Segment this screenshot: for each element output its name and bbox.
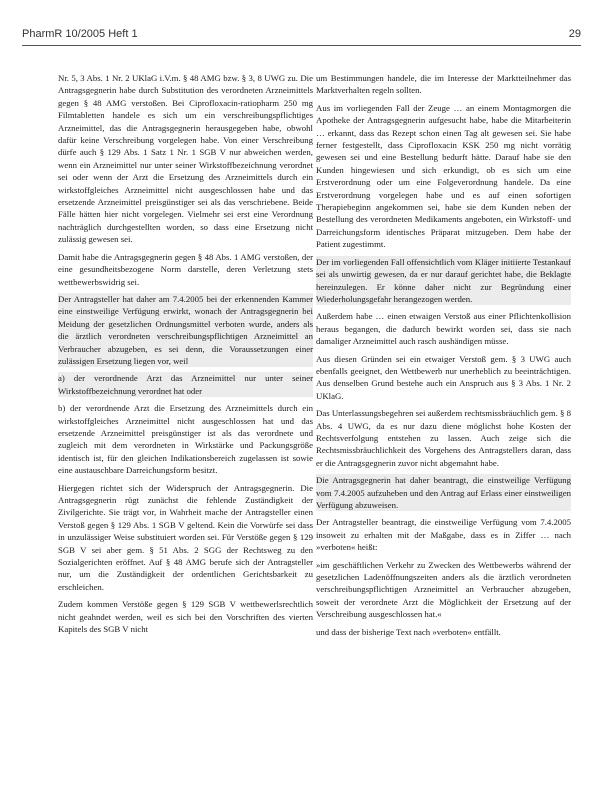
paragraph: Damit habe die Antragsgegnerin gegen § 48 Abs. 1 AMG verstoßen, der eine gesundheitsbezogene Norm darstelle, deren Verletzung stets wettbewerbswidrig sei.	[58, 251, 313, 287]
paragraph: Außerdem habe … einen etwaigen Verstoß aus einer Pflichtenkollision heraus begangen, die dadurch bewirkt worden sei, dass sie nach damaliger Arzneimittel auch rasch aushändigen müsse.	[316, 311, 571, 347]
header-rule	[22, 45, 581, 46]
paragraph: Zudem kommen Verstöße gegen § 129 SGB V wettbewerlsrechtlich nicht geahndet werden, weil es sich bei den Vorschriften des vierten Kapitels des SGB V nicht	[58, 599, 313, 635]
paragraph: um Bestimmungen handele, die im Interesse der Marktteilnehmer das Marktverhalten regeln sollten.	[316, 73, 571, 96]
paragraph: Die Antragsgegnerin hat daher beantragt, die einstweilige Verfügung vom 7.4.2005 aufzuheben und den Antrag auf Erlass einer einstweiligen Verfügung abzuweisen.	[316, 475, 571, 510]
paragraph: Aus im vorliegenden Fall der Zeuge … an einem Montagmorgen die Apotheke der Antragsgegnerin aufgesucht habe, habe die Mitarbeiterin … erkannt, dass das Rezept schon einen Tag alt gewesen sei. Sie habe ferner festgestellt, dass Ciprofloxacin KSK 250 mg nicht vorrätig gewesen sei und eine Bestellung bedurft hätte. Darauf habe sie den Kunden hingewiesen und sich erkundigt, ob es sich um eine Erstverordnung oder um eine Folgeverordnung handele. Da eine Erstverordnung vorgelegen habe und es auf einen sofortigen Therapiebeginn angekommen sei, habe sie dem Kunden neben der Bestellung des verordneten Medikaments angeboten, ein Wirkstoff- und Darreichungsform identisches Präparat mitzugeben. Dem habe der Patient zugestimmt.	[316, 102, 571, 250]
paragraph: b) der verordnende Arzt die Ersetzung des Arzneimittels durch ein wirkstoffgleiches Arzneimittel nicht ausgeschlossen hat und das ersetzende Arzneimittel preisgünstiger ist als das verordnete und zugleich mit dem verordneten in Wirkstärke und Packungsgröße identisch ist, für den gleichen Indikationsbereich zugelassen ist sowie eine austauschbare Darreichungsform besitzt.	[58, 403, 313, 476]
right-column	[316, 72, 571, 643]
paragraph: Nr. 5, 3 Abs. 1 Nr. 2 UKlaG i.V.m. § 48 AMG bzw. § 3, 8 UWG zu. Die Antragsgegnerin habe durch Substitution des verordneten Arzneimittels gegen § 48 AMG verstoßen. Bei Ciprofloxacin-ratiopharm 250 mg Filmtabletten handele es sich um ein verschreibungspflichtiges Arzneimittel, das die Antragsgegnerin herausgegeben habe, obwohl dafür keine Verschreibung vorgelegen habe. Von einer Verschreibung dürfe auch § 129 Abs. 1 Satz 1 Nr. 1 SGB V nur abweichen werden, wenn ein Arzneimittel nur unter seiner Wirkstoffbezeichnung verordnet sei oder wenn der Arzt die Ersetzung des Arzneimittels durch ein wirkstoffgleiches Arzneimittel nicht ausgeschlossen habe und das ersetzende Arzneimittel preisgünstiger sei als das verschriebene. Beide Fälle hätten hier nicht vorgelegen. Vielmehr sei erst eine Verordnung nachträglich durchgestellten worden, so dass eine Ersetzung nicht zulässig gewesen sei.	[58, 73, 313, 245]
paragraph: Der im vorliegenden Fall offensichtlich vom Kläger initiierte Testankauf sei als unwirtig gewesen, da er nur darauf gerichtet habe, die Beklagte hereinzulegen. Er könne daher nicht zur Begründung einer Wiederholungsgefahr herangezogen werden.	[316, 256, 571, 304]
page-number: 29	[568, 28, 581, 40]
paragraph: a) der verordnende Arzt das Arzneimittel nur unter seiner Wirkstoffbezeichnung verordnet hat oder	[58, 373, 313, 396]
running-header	[22, 28, 581, 44]
paragraph: Der Antragsteller hat daher am 7.4.2005 bei der erkennenden Kammer eine einstweilige Verfügung erwirkt, wonach der Antragsgegnerin bei Meidung der gesetzlichen Ordnungsmittel verboten wurde, anders als die ärztlich verordneten verschreibungspflichtigen Arzneimittel an Verbraucher abzugeben, es sei denn, die Voraussetzungen einer zulässigen Ersetzung liegen vor, weil	[58, 293, 313, 366]
paragraph: »im geschäftlichen Verkehr zu Zwecken des Wettbewerbs während der gesetzlichen Ladenöffnungszeiten anders als die ärztlich verordneten verschreibungspflichtigen Arzneimittel an Verbraucher abzugeben, soweit der verordnete Arzt die Möglichkeit der Ersetzung auf der Verschreibung ausgeschlossen hat.«	[316, 559, 571, 620]
paragraph: Der Antragsteller beantragt, die einstweilige Verfügung vom 7.4.2005 insoweit zu erhalten mit der Maßgabe, dass es in Ziffer … nach »verboten« heißt:	[316, 517, 571, 553]
paragraph: und dass der bisherige Text nach »verboten« entfällt.	[316, 626, 501, 637]
paragraph: Hiergegen richtet sich der Widerspruch der Antragsgegnerin. Die Antragsgegnerin rügt zunächst die fehlende Zuständigkeit der Zivilgerichte. Sie trägt vor, in Wahrheit mache der Antragsteller einen Verstoß gegen § 129 Abs. 1 SGB V geltend. Kein die Vorwürfe sei dass in unzulässiger Weise substituiert worden sei. Für Verstöße gegen § 129 SGB V sei aber gem. § 51 Abs. 2 SGG der Rechtsweg zu den Sozialgerichten eröffnet. Auf § 48 AMG berufe sich der Antragsteller nur, um die Zuständigkeit der ordentlichen Gerichtsbarkeit zu erschleichen.	[58, 482, 313, 592]
paragraph: Das Unterlassungsbegehren sei außerdem rechtsmissbräuchlich gem. § 8 Abs. 4 UWG, da es nur dazu diene möglichst hohe Kosten der Rechtsverfolgung entstehen zu lassen. Auch zeige sich die Rechtsmissbräuchlichkeit des Vorgehens des Antragstellers daran, dass er die Antragsgegnerin zuvor nicht abgemahnt habe.	[316, 408, 571, 468]
paragraph: Aus diesen Gründen sei ein etwaiger Verstoß gem. § 3 UWG auch ebenfalls geeignet, den Wettbewerb nur unerheblich zu beeinträchtigen. Aus denselben Grund bestehe auch ein Anspruch aus § 3 Abs. 1 Nr. 2 UKlaG.	[316, 353, 571, 401]
left-column	[58, 72, 313, 640]
journal-title: PharmR 10/2005 Heft 1	[22, 28, 138, 40]
